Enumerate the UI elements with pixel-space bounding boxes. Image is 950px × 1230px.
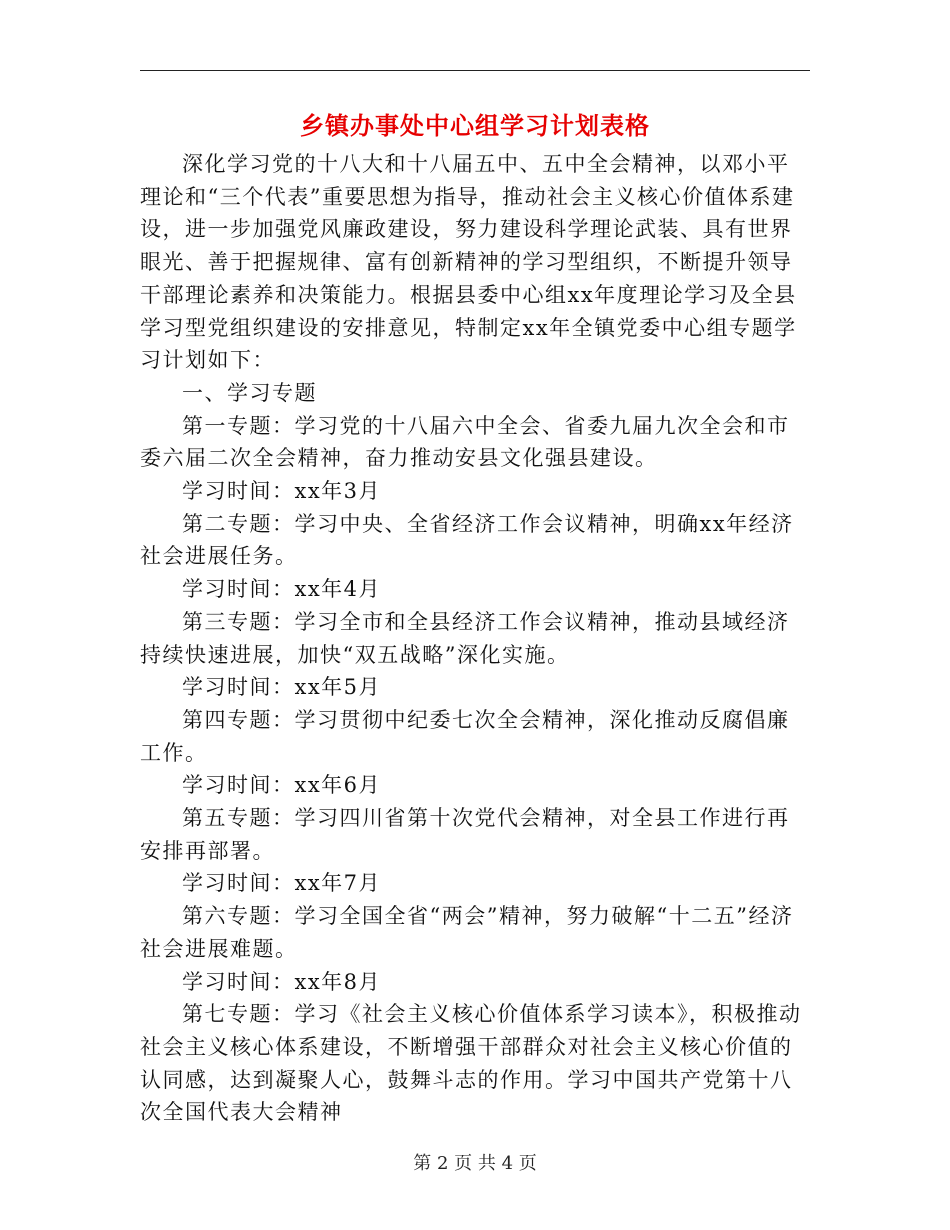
topic-6-study-time: 学习时间：xx年8月: [182, 969, 382, 994]
topic-4-study-time: 学习时间：xx年6月: [182, 773, 382, 798]
page-label-prefix: 第: [413, 1153, 432, 1174]
topic-7-paragraph: 第七专题：学习《社会主义核心价值体系学习读本》，积极推动社会主义核心体系建设，不断增强干部群众对社会主义核心价值的认同感，达到凝聚人心，鼓舞斗志的作用。学习中国共产党第十八次全国代表大会精神: [140, 1002, 802, 1125]
topic-4-paragraph: 第四专题：学习贯彻中纪委七次全会精神，深化推动反腐倡廉工作。: [140, 707, 790, 765]
current-page-number: 2: [436, 1153, 449, 1174]
topic-3-paragraph: 第三专题：学习全市和全县经济工作会议精神，推动县域经济持续快速进展，加快“双五战略”深化实施。: [140, 609, 790, 667]
topic-3-study-time: 学习时间：xx年5月: [182, 675, 382, 700]
topic-6-paragraph: 第六专题：学习全国全省“两会”精神，努力破解“十二五”经济社会进展难题。: [140, 904, 794, 961]
topic-5-paragraph: 第五专题：学习四川省第十次党代会精神，对全县工作进行再安排再部署。: [140, 806, 790, 863]
header-rule: [140, 70, 810, 71]
document-title: 乡镇办事处中心组学习计划表格: [300, 111, 650, 140]
topic-2-study-time: 学习时间：xx年4月: [182, 577, 382, 602]
section-heading-study-topics: 一、学习专题: [182, 380, 317, 405]
topic-5-study-time: 学习时间：xx年7月: [182, 871, 382, 896]
topic-1-paragraph: 第一专题：学习党的十八届六中全会、省委九届九次全会和市委六届二次全会精神，奋力推动安县文化强县建设。: [140, 413, 790, 471]
page-label-suffix: 页: [518, 1153, 537, 1174]
page-label-mid: 页 共: [454, 1153, 496, 1174]
intro-paragraph: 深化学习党的十八大和十八届五中、五中全会精神，以邓小平理论和“三个代表”重要思想为指导，推动社会主义核心价值体系建设，进一步加强党风廉政建设，努力建设科学理论武装、具有世界眼光、善于把握规律、富有创新精神的学习型组织，不断提升领导干部理论素养和决策能力。根据县委中心组xx年度理论学习及全县学习型党组织建设的安排意见，特制定xx年全镇党委中心组专题学习计划如下：: [140, 152, 797, 373]
document-body: [140, 148, 810, 1129]
topic-2-paragraph: 第二专题：学习中央、全省经济工作会议精神，明确xx年经济社会进展任务。: [140, 511, 794, 569]
page-footer: [0, 1152, 950, 1176]
topic-1-study-time: 学习时间：xx年3月: [182, 479, 382, 504]
total-page-number: 4: [501, 1153, 514, 1174]
